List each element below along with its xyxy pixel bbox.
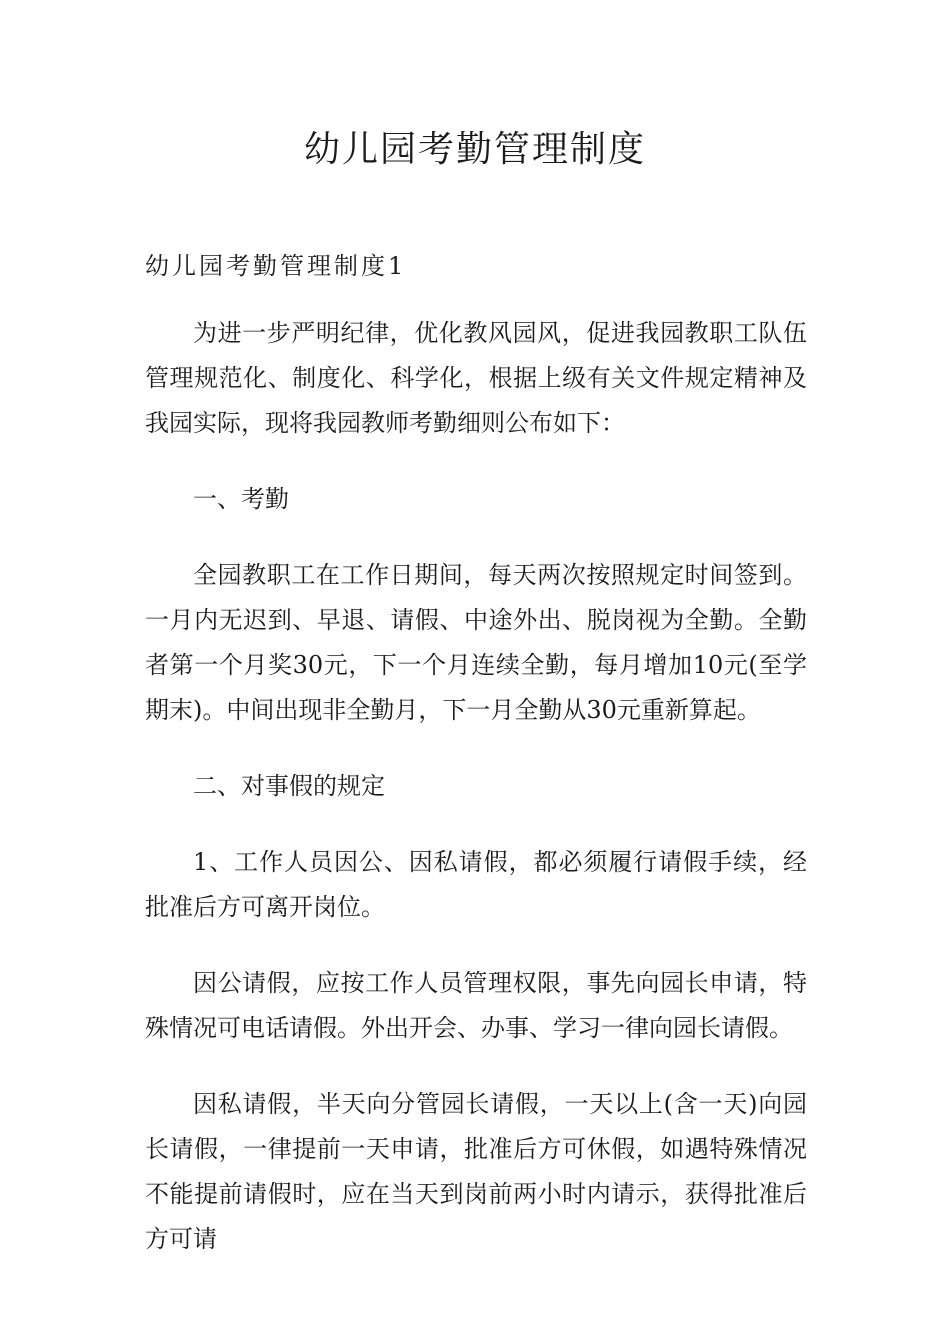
document-title: 幼儿园考勤管理制度 bbox=[303, 129, 646, 170]
document-body bbox=[145, 311, 807, 1262]
section-heading: 幼儿园考勤管理制度1 bbox=[145, 252, 407, 280]
paragraph-private-leave: 因私请假，半天向分管园长请假，一天以上(含一天)向园长请假，一律提前一天申请，批准后方可休假，如遇特殊情况不能提前请假时，应在当天到岗前两小时内请示，获得批准后方可请 bbox=[145, 1090, 807, 1253]
paragraph-attendance-rules: 全园教职工在工作日期间，每天两次按照规定时间签到。一月内无迟到、早退、请假、中途外出、脱岗视为全勤。全勤者第一个月奖30元，下一个月连续全勤，每月增加10元(至学期末)。中间出现非全勤月，下一月全勤从30元重新算起。 bbox=[145, 561, 807, 724]
heading-personal-leave: 二、对事假的规定 bbox=[193, 772, 385, 800]
paragraph-intro: 为进一步严明纪律，优化教风园风，促进我园教职工队伍管理规范化、制度化、科学化，根据上级有关文件规定精神及我园实际，现将我园教师考勤细则公布如下： bbox=[145, 319, 807, 437]
paragraph-leave-procedure: 1、工作人员因公、因私请假，都必须履行请假手续，经批准后方可离开岗位。 bbox=[145, 848, 807, 921]
heading-attendance: 一、考勤 bbox=[193, 485, 289, 513]
paragraph-official-leave: 因公请假，应按工作人员管理权限，事先向园长申请，特殊情况可电话请假。外出开会、办事、学习一律向园长请假。 bbox=[145, 969, 807, 1042]
